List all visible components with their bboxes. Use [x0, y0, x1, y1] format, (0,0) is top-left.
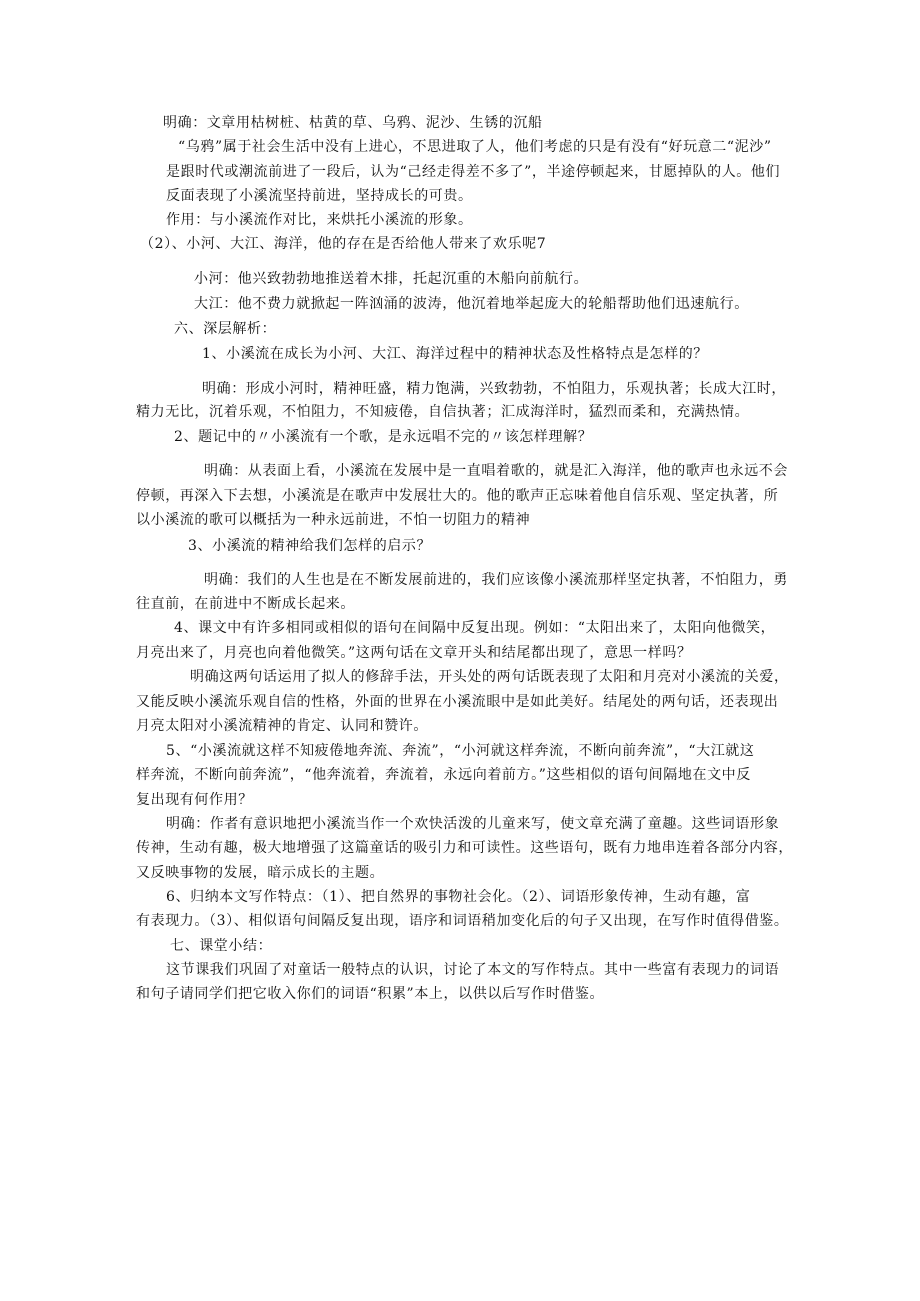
text-line: 明确：我们的人生也是在不断发展前进的，我们应该像小溪流那样坚定执著，不怕阻力，勇 — [204, 572, 788, 588]
text-line: 样奔流，不断向前奔流”，“他奔流着，奔流着，永远向着前方。”这些相似的语句间隔地在文中反 — [136, 767, 751, 783]
question-heading: 1、小溪流在成长为小河、大江、海洋过程中的精神状态及性格特点是怎样的？ — [202, 346, 708, 362]
text-line: 这节课我们巩固了对童话一般特点的认识，讨论了本文的写作特点。其中一些富有表现力的词语 — [166, 962, 780, 978]
text-line: 明确这两句话运用了拟人的修辞手法，开头处的两句话既表现了太阳和月亮对小溪流的关爱， — [190, 669, 789, 685]
text-line: 停顿，再深入下去想，小溪流是在歌声中发展壮大的。他的歌声正忘味着他自信乐观、坚定执著，所 — [136, 488, 779, 504]
question-heading: 2、题记中的〃小溪流有一个歌，是永远唱不完的〃该怎样理解？ — [174, 429, 593, 445]
text-line: 明确：作者有意识地把小溪流当作一个欢快活泼的儿童来写，使文章充满了童趣。这些词语形象 — [166, 816, 780, 832]
text-line: 作用：与小溪流作对比，来烘托小溪流的形象。 — [166, 212, 473, 228]
text-line: 又能反映小溪流乐观自信的性格，外面的世界在小溪流眼中是如此美好。结尾处的两句话，还表现出 — [136, 694, 779, 710]
section-heading: （2）、小河、大江、海洋，他的存在是否给他人带来了欢乐呢7 — [140, 236, 547, 252]
text-line: 明确：形成小河时，精神旺盛，精力饱满，兴致勃勃，不怕阻力，乐观执著；长成大江时， — [202, 381, 786, 397]
text-line: 明确：文章用枯树桩、枯黄的草、乌鸦、泥沙、生锈的沉船 — [163, 115, 543, 131]
text-line: 和句子请同学们把它收入你们的词语“积累”本上，以供以后写作时借鉴。 — [136, 986, 605, 1002]
text-line: 小河：他兴致勃勃地推送着木排，托起沉重的木船向前航行。 — [194, 271, 589, 287]
text-line: 月亮出来了，月亮也向着他微笑。”这两句话在文章开头和结尾都出现了，意思一样吗？ — [136, 645, 692, 661]
question-heading: 3、小溪流的精神给我们怎样的启示？ — [188, 538, 432, 554]
text-line: 月亮太阳对小溪流精神的肯定、认同和赞许。 — [136, 718, 428, 734]
text-line: 精力无比，沉着乐观，不怕阻力，不知疲倦，自信执著；汇成海洋时，猛烈而柔和，充满热情。 — [136, 404, 750, 420]
question-heading: 4、课文中有许多相同或相似的语句在间隔中反复出现。例如：“太阳出来了，太阳向他微笑， — [174, 620, 776, 636]
section-heading: 七、课堂小结： — [170, 938, 273, 954]
text-line: 有表现力。（3）、相似语句间隔反复出现，语序和词语稍加变化后的句子又出现，在写作时值得借鉴。 — [136, 913, 789, 929]
section-heading: 六、深层解析： — [174, 321, 277, 337]
text-line: “乌鸦”属于社会生活中没有上进心，不思进取了人，他们考虑的只是有没有“好玩意二“泥沙” — [178, 139, 772, 155]
text-line: 明确：从表面上看，小溪流在发展中是一直唱着歌的，就是汇入海洋，他的歌声也永远不会 — [204, 463, 788, 479]
question-heading: 5、“小溪流就这样不知疲倦地奔流、奔流”，“小河就这样奔流，不断向前奔流”，“大江就这 — [166, 743, 755, 759]
text-line: 以小溪流的歌可以概括为一种永远前进，不怕一切阻力的精神 — [136, 512, 531, 528]
question-heading: 6、归纳本文写作特点：（1）、把自然界的事物社会化。（2）、词语形象传神，生动有趣，富 — [166, 889, 751, 905]
text-line: 复出现有何作用？ — [136, 792, 253, 808]
text-line: 反面表现了小溪流坚持前进，坚持成长的可贵。 — [166, 188, 473, 204]
text-line: 又反映事物的发展，暗示成长的主题。 — [136, 865, 385, 881]
text-line: 传神，生动有趣，极大地增强了这篇童话的吸引力和可读性。这些语句，既有力地串连着各部分内容， — [136, 840, 793, 856]
text-line: 大江：他不费力就掀起一阵汹涌的波涛，他沉着地举起庞大的轮船帮助他们迅速航行。 — [194, 296, 749, 312]
text-line: 是跟时代或潮流前进了一段后，认为“己经走得差不多了”，半途停顿起来，甘愿掉队的人。他们 — [166, 164, 781, 180]
text-line: 往直前，在前进中不断成长起来。 — [136, 596, 355, 612]
